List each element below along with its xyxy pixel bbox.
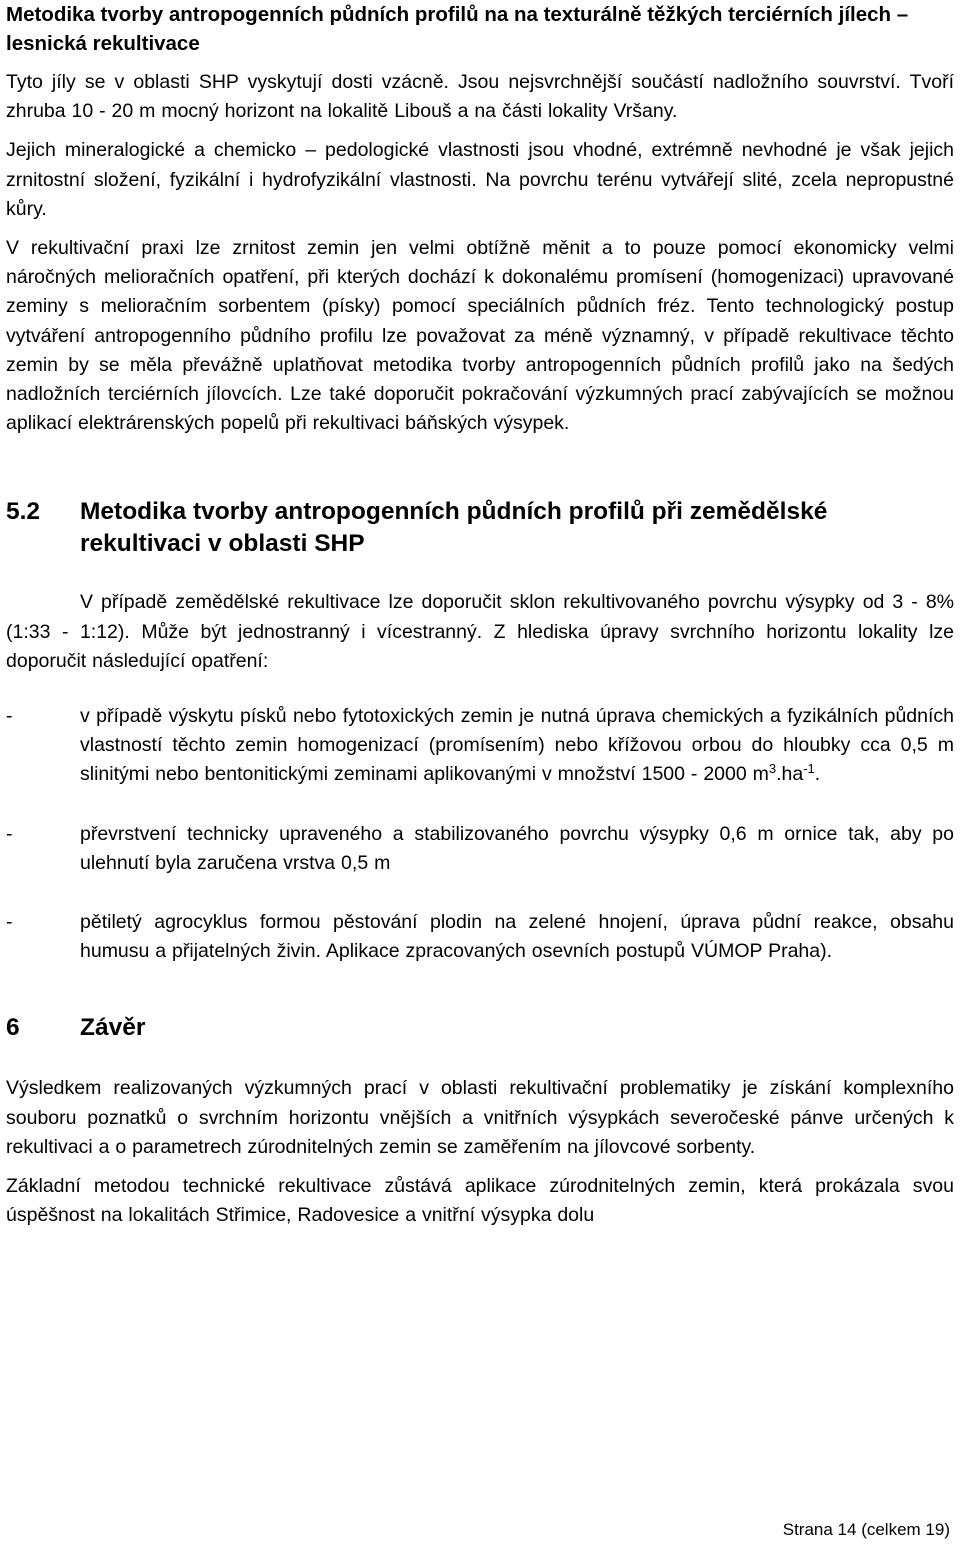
list-item (6, 820, 954, 878)
list-dash: - (6, 911, 13, 934)
paragraph-properties: Jejich mineralogické a chemicko – pedologické vlastnosti jsou vhodné, extrémně nevhodné je však jejich zrnitostní složení, fyzikální i hydrofyzikální vlastnosti. Na povrchu terénu vytvářejí slité, zcela nepropustné kůry. (6, 139, 954, 220)
section-heading-5-2 (6, 496, 954, 560)
list-dash: - (6, 705, 13, 728)
list-item-text: pětiletý agrocyklus formou pěstování plodin na zelené hnojení, úprava půdní reakce, obsahu humusu a přijatelných živin. Aplikace zpracovaných osevních postupů VÚMOP Praha). (80, 911, 954, 963)
list-dash: - (6, 822, 13, 845)
page-footer: Strana 14 (celkem 19) (782, 1520, 950, 1539)
list-item-text: převrstvení technicky upraveného a stabilizovaného povrchu výsypky 0,6 m ornice tak, aby po ulehnutí byla zaručena vrstva 0,5 m (80, 822, 954, 874)
paragraph-5-2-intro: V případě zemědělské rekultivace lze doporučit sklon rekultivovaného povrchu výsypky od 3 - 8% (1:33 - 1:12). Může být jednostranný i vícestranný. Z hlediska úpravy svrchního horizontu lokality lze doporučit následující opatření: (6, 591, 954, 672)
document-page (6, 0, 954, 1230)
list-item-text: v případě výskytu písků nebo fytotoxických zemin je nutná úprava chemických a fyzikálních půdních vlastností těchto zemin homogenizací (promísením) nebo křížovou orbou do hloubky cca 0,5 m slinitými nebo bentonitickými zeminami aplikovanými v množství 1500 - 2000 $m^3.ha^{-1}$. (80, 705, 954, 786)
section-title: Metodika tvorby antropogenních půdních profilů při zemědělské rekultivaci v oblasti SHP (80, 498, 828, 558)
paragraph-practice: V rekultivační praxi lze zrnitost zemin jen velmi obtížně měnit a to pouze pomocí ekonomicky velmi náročných melioračních opatření, při kterých dochází k dokonalému promísení (homogenizaci) upravované zeminy s melioračním sorbentem (písky) pomocí speciálních půdních fréz. Tento technologický postup vytváření antropogenního půdního profilu lze považovat za méně významný, v případě rekultivace těchto zemin by se měla převážně uplatňovat metodika tvorby antropogenních půdních profilů jako na šedých nadložních terciérních jílovcích. Lze také doporučit pokračování výzkumných prací zabývajících se možnou aplikací elektrárenských popelů při rekultivaci báňských výsypek. (6, 237, 954, 435)
paragraph-intro: Tyto jíly se v oblasti SHP vyskytují dosti vzácně. Jsou nejsvrchnější součástí nadložního souvrství. Tvoří zhruba 10 - 20 m mocný horizont na lokalitě Libouš a na části lokality Vršany. (6, 71, 954, 123)
measures-list (6, 702, 954, 966)
section-number: 5.2 (6, 498, 41, 526)
paragraph-conclusion-2: Základní metodou technické rekultivace zůstává aplikace zúrodnitelných zemin, která prokázala svou úspěšnost na lokalitách Střimice, Radovesice a vnitřní výsypka dolu (6, 1175, 954, 1227)
paragraph-conclusion-1: Výsledkem realizovaných výzkumných prací v oblasti rekultivační problematiky je získání komplexního souboru poznatků o svrchním horizontu vnějších a vnitřních výsypkách severočeské pánve určených k rekultivaci a o parametrech zúrodnitelných zemin se zaměřením na jílovcové sorbenty. (6, 1077, 954, 1158)
section-heading-6 (6, 1012, 954, 1044)
list-item (6, 908, 954, 966)
section-number: 6 (6, 1014, 20, 1042)
section-title: Závěr (80, 1014, 146, 1042)
section-subtitle: Metodika tvorby antropogenních půdních profilů na na texturálně těžkých terciérních jílech – lesnická rekultivace (6, 3, 909, 55)
list-item (6, 702, 954, 790)
